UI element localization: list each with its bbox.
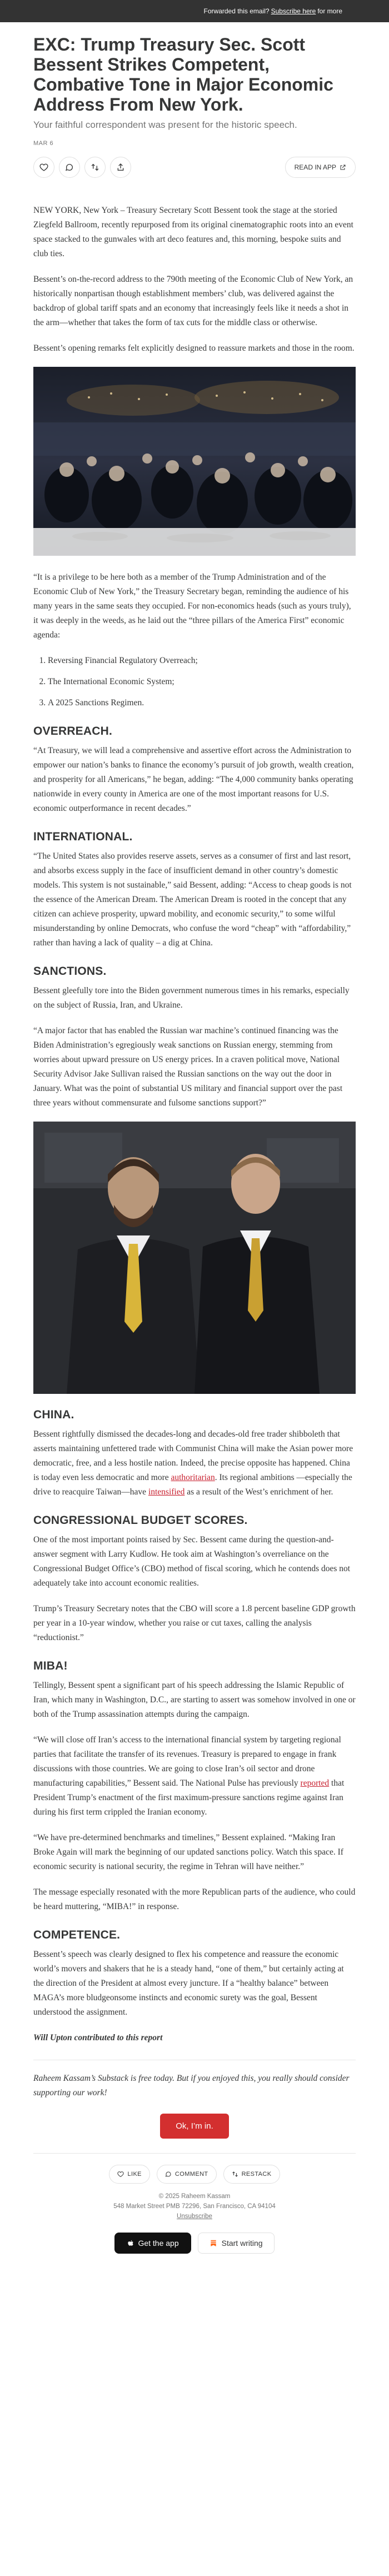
start-writing-label: Start writing bbox=[221, 2239, 263, 2248]
paragraph bbox=[33, 1427, 356, 1499]
paragraph: “A major factor that has enabled the Russian war machine’s continued financing was the Biden Administration’s egregiously weak sanctions on Russian energy, stemming from worries about upward pressure on US energy prices. In a craven political move, National Security Advisor Jake Sullivan raised the Russian sanctions on the way out the door in January. What was the point of substantial US military and financial support over the past three years without commensurate and fulsome sanctions support?” bbox=[33, 1026, 343, 1108]
paragraph-text: as a result of the West’s enrichment of her. bbox=[184, 1487, 333, 1497]
paragraph-text: “We will close off Iran’s access to the international financial system by targeting regional parties that facilitate the transfer of its revenues. Treasury is prepared to engage in frank discussions with those countries. We are going to close Iran’s oil sector and drone manufacturing capabilities,” Bessent said. The National Pulse has previously bbox=[33, 1735, 341, 1788]
portrait-photo bbox=[33, 1122, 356, 1394]
copyright: © 2025 Raheem Kassam bbox=[158, 2193, 231, 2200]
restack-button[interactable] bbox=[84, 157, 106, 178]
paragraph: Bessent gleefully tore into the Biden government numerous times in his remarks, especially on the subject of Russia, Iran, and Ukraine. bbox=[33, 986, 350, 1010]
address: 548 Market Street PMB 72296, San Francisco, CA 94104 bbox=[113, 2203, 276, 2210]
share-icon bbox=[116, 163, 125, 172]
paragraph: “It is a privilege to be here both as a member of the Trump Administration and of the Economic Club of New York,” the Treasury Secretary began, reminding the audience of his many years in the same seats they occupied. For non-economics heads (such as yours truly), it was deeply in the weeds, as he laid out the “three pillars of the America First” economic agenda: bbox=[33, 572, 351, 640]
paragraph: “The United States also provides reserve assets, serves as a consumer of first and last resort, and absorbs excess supply in the face of insufficient demand in other country’s domestic models. This system is not sustainable,” said Bessent, adding: “Access to cheap goods is not the essence of the American Dream. The American Dream is rooted in the concept that any citizen can achieve prosperity, upward mobility, and economic security,” to some wilful misunderstanding by online Democrats, who confuse the word “cheap” with “affordability,” rather than having a lack of quality – a dig at China. bbox=[33, 851, 352, 948]
comment-label: COMMENT bbox=[174, 2171, 208, 2178]
substack-icon bbox=[210, 2239, 217, 2247]
paragraph: The message especially resonated with the more Republican parts of the audience, who could be heard muttering, “MIBA!” in response. bbox=[33, 1887, 356, 1911]
post-title[interactable]: EXC: Trump Treasury Sec. Scott Bessent Strikes Competent, Combative Tone in Major Economic Address From New York. bbox=[33, 34, 333, 114]
footer-like-button[interactable] bbox=[109, 2165, 149, 2184]
section-heading: OVERREACH. bbox=[33, 725, 113, 738]
section-heading: MIBA! bbox=[33, 1660, 68, 1672]
footer-actions bbox=[33, 2165, 356, 2184]
section-heading: COMPETENCE. bbox=[33, 1929, 121, 1941]
reported-link[interactable]: reported bbox=[300, 1778, 330, 1788]
paragraph: One of the most important points raised by Sec. Bessent came during the question-and-answer segment with Larry Kudlow. He took aim at Washington’s overreliance on the Congressional Budget Office’s (CBO) method of fiscal scoring, which he contends does not adequately take into account economic realities. bbox=[33, 1535, 351, 1588]
like-label: LIKE bbox=[127, 2171, 142, 2178]
paragraph: Tellingly, Bessent spent a significant part of his speech addressing the Islamic Republic of Iran, which many in Washington, D.C., are starting to assert was somehow involved in one or both of the Trump assassination attempts during the campaign. bbox=[33, 1681, 356, 1719]
post-actions bbox=[33, 157, 356, 178]
footer-restack-button[interactable] bbox=[223, 2165, 280, 2184]
section-heading: INTERNATIONAL. bbox=[33, 830, 133, 843]
comment-icon bbox=[165, 2171, 172, 2178]
app-buttons bbox=[33, 2233, 356, 2254]
external-link-icon bbox=[340, 164, 346, 171]
restack-icon bbox=[91, 163, 99, 172]
cta-section bbox=[33, 2114, 356, 2139]
list-item: 1. Reversing Financial Regulatory Overreach; bbox=[48, 654, 356, 668]
heart-icon bbox=[117, 2171, 124, 2178]
authoritarian-link[interactable]: authoritarian bbox=[171, 1473, 215, 1482]
paragraph: Bessent’s opening remarks felt explicitly designed to reassure markets and those in the room. bbox=[33, 343, 355, 353]
start-writing-button[interactable] bbox=[198, 2233, 275, 2254]
apple-icon bbox=[127, 2239, 134, 2247]
list-item: 2. The International Economic System; bbox=[48, 675, 356, 689]
post-subtitle: Your faithful correspondent was present for the historic speech. bbox=[33, 119, 297, 130]
footer bbox=[33, 2191, 356, 2221]
get-app-label: Get the app bbox=[138, 2239, 179, 2248]
subscribe-button[interactable]: Ok, I’m in. bbox=[160, 2114, 229, 2139]
section-heading: SANCTIONS. bbox=[33, 965, 107, 978]
contributor-note: Will Upton contributed to this report bbox=[33, 2033, 163, 2042]
subscribe-link[interactable]: Subscribe here bbox=[271, 7, 316, 15]
heart-icon bbox=[39, 163, 48, 172]
share-button[interactable] bbox=[110, 157, 131, 178]
restack-icon bbox=[232, 2171, 238, 2178]
restack-label: RESTACK bbox=[241, 2171, 272, 2178]
unsubscribe-link[interactable]: Unsubscribe bbox=[177, 2213, 212, 2220]
divider bbox=[33, 2153, 356, 2154]
paragraph: NEW YORK, New York – Treasury Secretary Scott Bessent took the stage at the storied Ziegfeld Ballroom, recently repurposed from its original cinematographic roots into an event space stacked to the gunwales with art deco features and, this morning, bespoke suits and club ties. bbox=[33, 206, 353, 258]
read-in-app-label: READ IN APP bbox=[294, 163, 336, 171]
intensified-link[interactable]: intensified bbox=[148, 1487, 185, 1497]
section-heading: CONGRESSIONAL BUDGET SCORES. bbox=[33, 1514, 248, 1527]
comment-icon bbox=[65, 163, 74, 172]
paragraph-text: that President Trump’s enactment of the first maximum-pressure sanctions regime against Iran during his first term crippled the Iranian economy. bbox=[33, 1778, 345, 1817]
read-in-app-button[interactable] bbox=[285, 157, 356, 178]
support-message: Raheem Kassam’s Substack is free today. But if you enjoyed this, you really should consider supporting our work! bbox=[33, 2074, 350, 2097]
footer-comment-button[interactable] bbox=[157, 2165, 217, 2184]
get-app-button[interactable] bbox=[114, 2233, 191, 2254]
paragraph: “At Treasury, we will lead a comprehensive and assertive effort across the Administration to empower our nation’s banks to finance the economy’s pursuit of job growth, wealth creation, and prosperity for all Americans,” he began, adding: “The 4,000 community banks operating nationwide in every county in America are one of the most important reasons for U.S. economic outperformance in recent decades.” bbox=[33, 746, 354, 813]
paragraph: “We have pre-determined benchmarks and timelines,” Bessent explained. “Making Iran Broke Again will mark the beginning of our updated sanctions policy. Watch this space. If economic security is national security, the regime in Tehran will have neither.” bbox=[33, 1833, 343, 1871]
forward-banner bbox=[0, 0, 389, 22]
paragraph-text: . Its regional ambitions —especially the drive to reacquire Taiwan—have bbox=[33, 1473, 352, 1497]
like-button[interactable] bbox=[33, 157, 54, 178]
post-date: MAR 6 bbox=[33, 140, 54, 147]
forward-prefix: Forwarded this email? bbox=[203, 7, 270, 15]
list-item: 3. A 2025 Sanctions Regimen. bbox=[48, 696, 356, 710]
section-heading: CHINA. bbox=[33, 1408, 74, 1421]
paragraph: Bessent’s speech was clearly designed to flex his competence and reassure the economic world’s movers and shakers that he is a steady hand, “one of them,” but certainly acting at the direction of the President at almost every juncture. If a “healthy balance” between MAGA’s more bludgeonsome instincts and economic surety was the goal, Bessent understood the assignment. bbox=[33, 1950, 344, 2017]
ballroom-photo bbox=[33, 367, 356, 556]
pillars-list bbox=[33, 654, 356, 710]
post-container bbox=[33, 34, 356, 2254]
forward-suffix: for more bbox=[317, 7, 342, 15]
paragraph: Bessent’s on-the-record address to the 790th meeting of the Economic Club of New York, an historically nonpartisan though establishment members’ club, was delivered against the backdrop of global tariff spats and an economy that increasingly feels like it needs a shot in the arm—whether that takes the form of tax cuts for the middle class or otherwise. bbox=[33, 275, 353, 327]
paragraph-text: Bessent rightfully dismissed the decades-long and decades-old free trader shibboleth that asserts maintaining unfettered trade with Communist China will make the Asian power more democratic, free, and a less hostile nation. Indeed, the precise opposite has happened. China is today even less democratic and more bbox=[33, 1429, 353, 1482]
comment-button[interactable] bbox=[59, 157, 80, 178]
paragraph: Trump’s Treasury Secretary notes that the CBO will score a 1.8 percent baseline GDP growth per year in a 10-year window, whether you raise or cut taxes, calling the analysis “reductionist.” bbox=[33, 1604, 356, 1642]
paragraph bbox=[33, 1733, 356, 1820]
